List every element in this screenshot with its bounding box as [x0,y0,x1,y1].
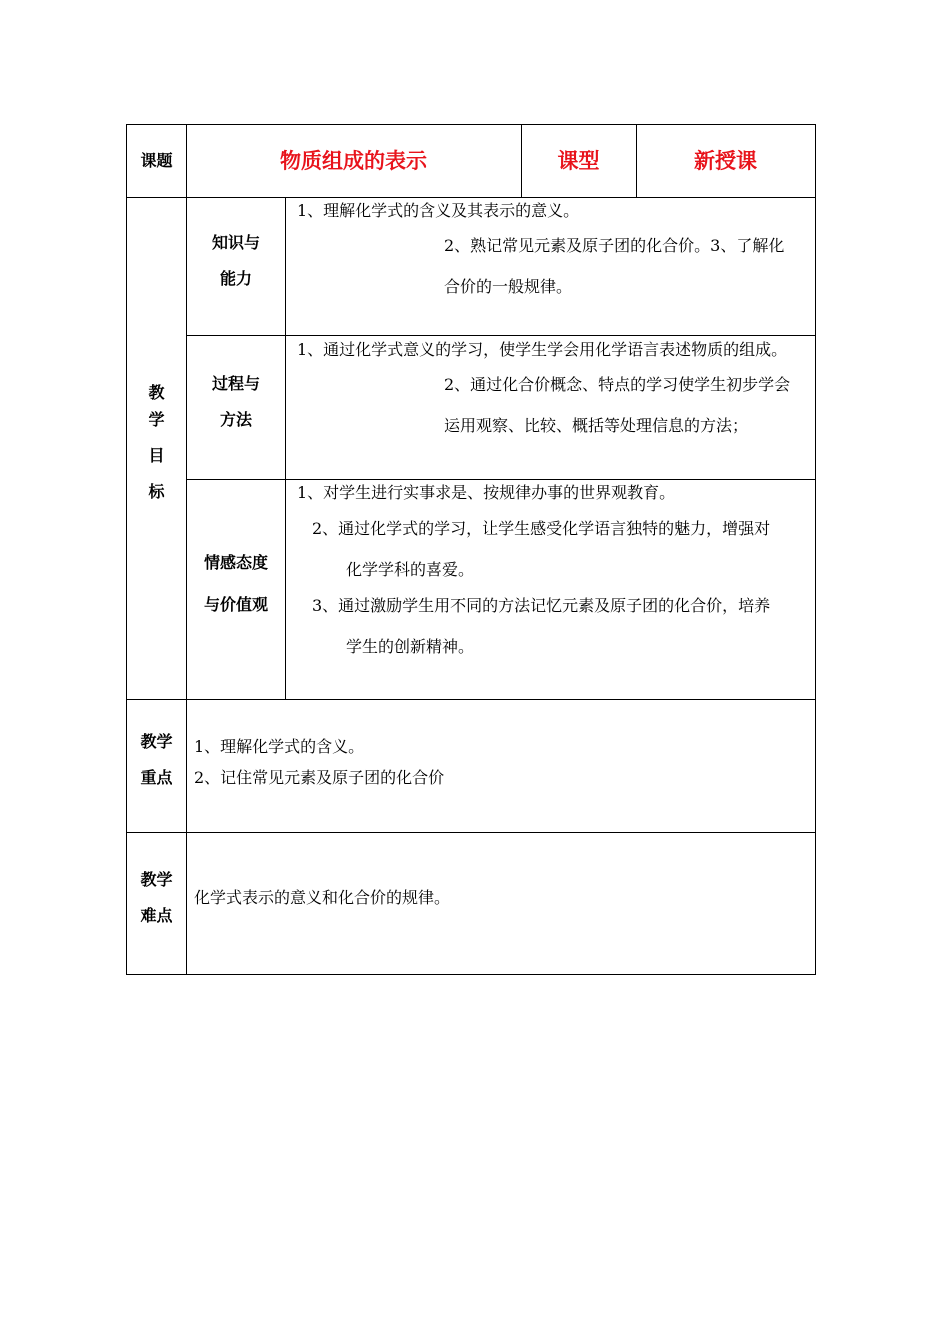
knowledge-label: 知识与 [211,233,260,252]
knowledge-text-line: 合价的一般规律。 [444,277,573,296]
table-border-bottom [126,974,816,975]
process-text-line: 运用观察、比较、概括等处理信息的方法； [444,416,749,435]
attitude-label: 与价值观 [203,595,268,614]
key-points-label: 重点 [140,768,173,787]
table-border-right [815,124,816,975]
attitude-text-line: 学生的创新精神。 [346,637,475,656]
table-rule [126,197,816,198]
attitude-label: 情感态度 [203,553,268,572]
attitude-text-line: 1、对学生进行实事求是、按规律办事的世界观教育。 [297,483,676,502]
objectives-label-char: 标 [148,482,165,501]
process-text-line: 1、通过化学式意义的学习，使学生学会用化学语言表述物质的组成。 [297,340,788,359]
attitude-text-line: 2、通过化学式的学习，让学生感受化学语言独特的魅力，增强对 [312,519,771,538]
topic-label: 课题 [140,151,173,170]
attitude-text-line: 3、通过激励学生用不同的方法记忆元素及原子团的化合价，培养 [312,596,771,615]
process-text-line: 2、通过化合价概念、特点的学习使学生初步学会 [444,375,791,394]
knowledge-text-line: 1、理解化学式的含义及其表示的意义。 [297,201,580,220]
key-points-line: 1、理解化学式的含义。 [194,737,365,756]
table-border-top [126,124,816,125]
table-rule [186,479,816,480]
lesson-type-value: 新授课 [694,149,757,173]
objectives-label-char: 教 [148,383,165,402]
difficulties-label: 难点 [140,906,173,925]
difficulties-text: 化学式表示的意义和化合价的规律。 [194,888,451,907]
topic-title: 物质组成的表示 [280,149,427,173]
process-label: 方法 [219,410,252,429]
objectives-label-char: 学 [148,410,165,429]
lesson-type-label: 课型 [557,149,600,173]
process-label: 过程与 [211,374,260,393]
knowledge-label: 能力 [219,269,252,288]
attitude-text-line: 化学学科的喜爱。 [346,560,475,579]
table-rule [126,832,816,833]
table-border-left [126,124,127,975]
knowledge-text-line: 2、熟记常见元素及原子团的化合价。3、了解化 [444,236,785,255]
difficulties-label: 教学 [140,870,173,889]
table-rule [186,335,816,336]
objectives-label-char: 目 [148,446,165,465]
table-rule [126,699,816,700]
key-points-label: 教学 [140,732,173,751]
key-points-line: 2、记住常见元素及原子团的化合价 [194,768,445,787]
